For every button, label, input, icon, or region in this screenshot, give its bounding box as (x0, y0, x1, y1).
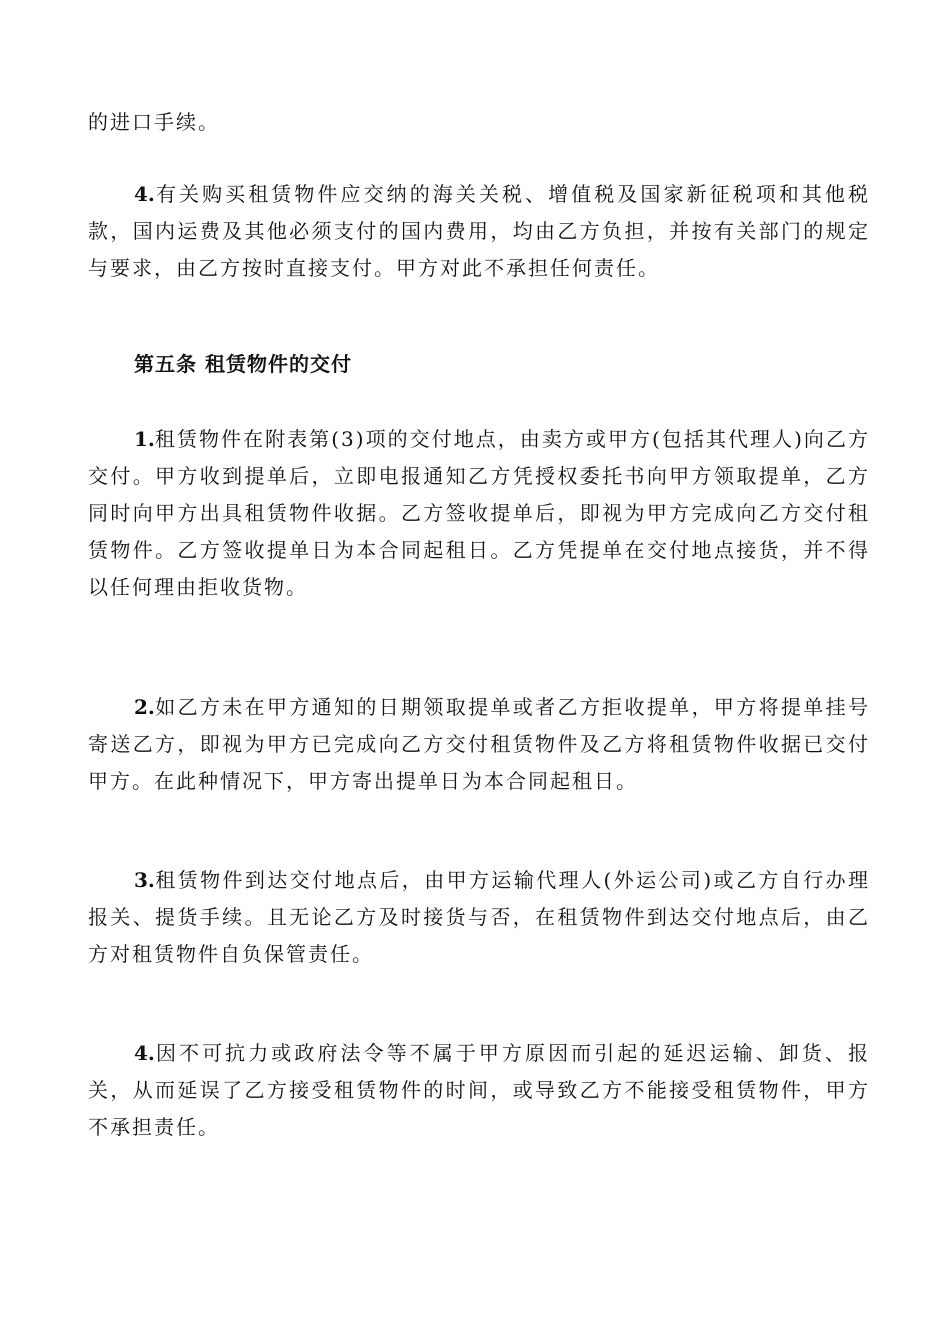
article-5-item-3 (88, 862, 870, 973)
clause-text: 租赁物件到达交付地点后，由甲方运输代理人(外运公司)或乙方自行办理报关、提货手续。且无论乙方及时接货与否，在租赁物件到达交付地点后，由乙方对租赁物件自负保管责任。 (88, 868, 870, 966)
clause-number: 1. (134, 427, 155, 451)
article-5-item-2 (88, 689, 870, 800)
article-5-heading: 第五条 租赁物件的交付 (134, 352, 352, 376)
clause-text: 如乙方未在甲方通知的日期领取提单或者乙方拒收提单，甲方将提单挂号寄送乙方，即视为甲方已完成向乙方交付租赁物件及乙方将租赁物件收据已交付甲方。在此种情况下，甲方寄出提单日为本合同起租日。 (88, 695, 870, 793)
clause-text: 有关购买租赁物件应交纳的海关关税、增值税及国家新征税项和其他税款，国内运费及其他必须支付的国内费用，均由乙方负担，并按有关部门的规定与要求，由乙方按时直接支付。甲方对此不承担任何责任。 (88, 182, 870, 280)
clause-4-paragraph (88, 176, 870, 287)
article-5-item-4 (88, 1035, 870, 1146)
continuation-paragraph: 的进口手续。 (88, 110, 220, 134)
clause-number: 4. (134, 1041, 155, 1065)
clause-text: 因不可抗力或政府法令等不属于甲方原因而引起的延迟运输、卸货、报关，从而延误了乙方接受租赁物件的时间，或导致乙方不能接受租赁物件，甲方不承担责任。 (88, 1041, 870, 1139)
article-5-item-1 (88, 421, 870, 606)
clause-number: 2. (134, 695, 155, 719)
clause-text: 租赁物件在附表第(3)项的交付地点，由卖方或甲方(包括其代理人)向乙方交付。甲方收到提单后，立即电报通知乙方凭授权委托书向甲方领取提单，乙方同时向甲方出具租赁物件收据。乙方签收提单后，即视为甲方完成向乙方交付租赁物件。乙方签收提单日为本合同起租日。乙方凭提单在交付地点接货，并不得以任何理由拒收货物。 (88, 427, 870, 599)
clause-number: 4. (134, 182, 155, 206)
clause-number: 3. (134, 868, 155, 892)
